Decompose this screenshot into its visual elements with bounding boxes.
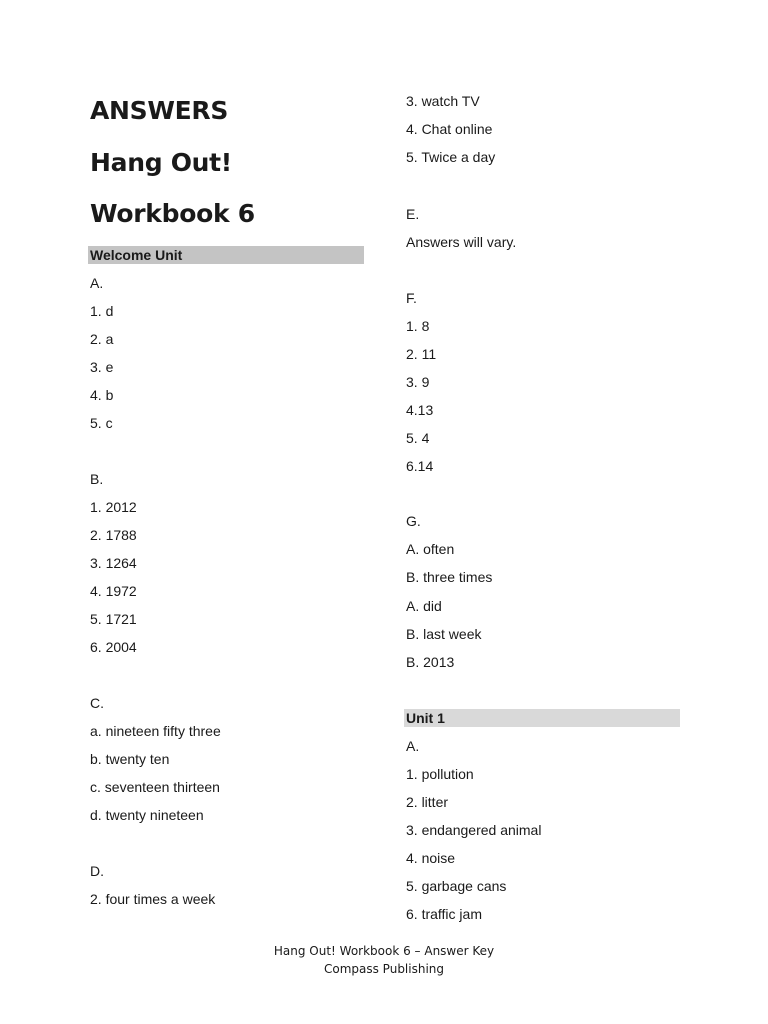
answer-line: B. last week (406, 626, 482, 642)
answer-line: 6. 2004 (90, 639, 137, 655)
answer-line: C. (90, 695, 104, 711)
answer-line: B. three times (406, 569, 493, 585)
answer-line: d. twenty nineteen (90, 807, 204, 823)
answer-line: 2. four times a week (90, 891, 216, 907)
answer-line: 4.13 (406, 402, 434, 418)
answer-line: D. (90, 863, 104, 879)
answer-line: a. nineteen fifty three (90, 723, 221, 739)
answer-line: b. twenty ten (90, 751, 170, 767)
answer-line: 1. pollution (406, 766, 474, 782)
answer-line: A. did (406, 598, 442, 614)
answer-line: 5. 1721 (90, 611, 137, 627)
answer-line: 3. endangered animal (406, 822, 542, 838)
answer-line: 6.14 (406, 458, 434, 474)
answer-line: 4. b (90, 387, 114, 403)
answer-line: 1. 2012 (90, 499, 137, 515)
answer-line: F. (406, 290, 417, 306)
answer-line: E. (406, 206, 420, 222)
welcome-unit-header: Welcome Unit (88, 246, 364, 264)
answer-line: 2. a (90, 331, 114, 347)
answer-line: 4. 1972 (90, 583, 137, 599)
answer-line: 3. 9 (406, 374, 430, 390)
answer-line: B. (90, 471, 104, 487)
answer-line: 1. 8 (406, 318, 430, 334)
answer-line: G. (406, 513, 421, 529)
workbook-title: Workbook 6 (90, 199, 255, 228)
answer-line: c. seventeen thirteen (90, 779, 220, 795)
answer-line: 2. litter (406, 794, 449, 810)
answer-line: 3. 1264 (90, 555, 137, 571)
answer-line: 5. garbage cans (406, 878, 507, 894)
answer-line: 4. noise (406, 850, 456, 866)
footer-title: Hang Out! Workbook 6 – Answer Key (273, 944, 495, 958)
answer-line: A. (90, 275, 104, 291)
answer-line: Answers will vary. (406, 234, 517, 250)
footer-publisher: Compass Publishing (323, 962, 445, 976)
answer-line: 1. d (90, 303, 114, 319)
answer-line: 2. 11 (406, 346, 437, 362)
answer-line: 4. Chat online (406, 121, 493, 137)
answer-line: 3. watch TV (406, 93, 480, 109)
hang-out-title: Hang Out! (90, 148, 232, 177)
unit-1-header: Unit 1 (404, 709, 680, 727)
answer-line: A. (406, 738, 420, 754)
answer-line: 5. 4 (406, 430, 430, 446)
answer-line: 5. Twice a day (406, 149, 496, 165)
answer-line: A. often (406, 541, 455, 557)
answer-line: 3. e (90, 359, 114, 375)
answer-line: 6. traffic jam (406, 906, 482, 922)
answer-line: 2. 1788 (90, 527, 137, 543)
answers-title: ANSWERS (90, 96, 229, 125)
answer-line: 5. c (90, 415, 113, 431)
answer-line: B. 2013 (406, 654, 455, 670)
